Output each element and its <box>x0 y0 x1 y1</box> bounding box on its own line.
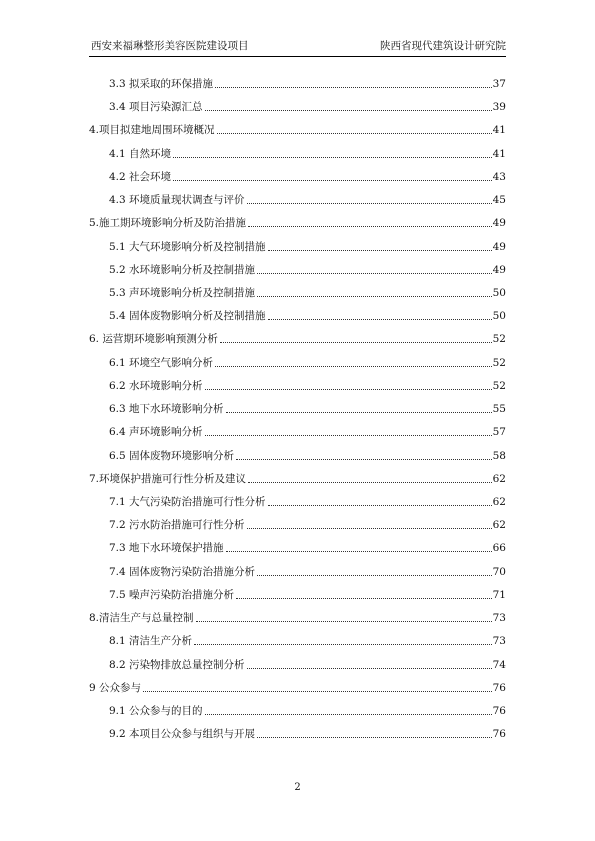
toc-entry-title: 7.5 噪声污染防治措施分析 <box>109 588 235 601</box>
toc-entry[interactable] <box>89 423 506 439</box>
toc-entry-page: 76 <box>492 681 506 694</box>
toc-entry[interactable] <box>89 702 506 718</box>
toc-entry-title: 6. 运营期环境影响预测分析 <box>89 333 218 346</box>
toc-dot-leader <box>143 691 492 692</box>
toc-entry-title: 5.1 大气环境影响分析及控制措施 <box>109 240 266 253</box>
toc-entry[interactable] <box>89 145 506 161</box>
toc-entry-title: 9.1 公众参与的目的 <box>109 704 203 717</box>
toc-entry-title: 6.1 环境空气影响分析 <box>109 356 214 369</box>
toc-entry[interactable] <box>89 354 506 370</box>
toc-dot-leader <box>248 482 492 483</box>
toc-dot-leader <box>173 157 492 158</box>
toc-entry-title: 8.清洁生产与总量控制 <box>89 612 194 625</box>
toc-entry[interactable] <box>89 493 506 509</box>
toc-dot-leader <box>268 505 492 506</box>
toc-entry[interactable] <box>89 307 506 323</box>
toc-dot-leader <box>247 528 492 529</box>
toc-entry-page: 66 <box>492 542 506 555</box>
toc-entry-title: 5.3 声环境影响分析及控制措施 <box>109 286 256 299</box>
toc-entry-page: 41 <box>492 124 506 137</box>
toc-entry-title: 7.4 固体废物污染防治措施分析 <box>109 565 256 578</box>
toc-dot-leader <box>257 575 492 576</box>
toc-entry-title: 8.1 清洁生产分析 <box>109 635 193 648</box>
toc-entry[interactable] <box>89 656 506 672</box>
toc-entry-title: 5.4 固体废物影响分析及控制措施 <box>109 310 266 323</box>
toc-entry[interactable] <box>89 632 506 648</box>
toc-dot-leader <box>236 598 492 599</box>
toc-entry-title: 3.3 拟采取的环保措施 <box>109 78 214 90</box>
page-header <box>89 38 506 57</box>
toc-entry[interactable] <box>89 168 506 184</box>
toc-entry[interactable] <box>89 121 506 137</box>
toc-dot-leader <box>247 203 492 204</box>
toc-dot-leader <box>257 273 492 274</box>
toc-entry-title: 4.项目拟建地周围环境概况 <box>89 124 215 137</box>
toc-entry-page: 52 <box>492 333 506 346</box>
toc-entry-page: 74 <box>492 658 506 671</box>
toc-entry-page: 58 <box>492 449 506 462</box>
toc-entry-page: 76 <box>492 728 506 741</box>
header-organization: 陕西省现代建筑设计研究院 <box>380 40 506 52</box>
toc-dot-leader <box>217 133 492 134</box>
toc-entry-title: 9.2 本项目公众参与组织与开展 <box>109 728 256 741</box>
toc-dot-leader <box>205 389 492 390</box>
toc-entry-title: 6.3 地下水环境影响分析 <box>109 403 224 416</box>
toc-entry-page: 76 <box>492 704 506 717</box>
toc-entry[interactable] <box>89 539 506 555</box>
toc-entry-page: 49 <box>492 263 506 276</box>
toc-entry[interactable] <box>89 75 506 91</box>
toc-entry[interactable] <box>89 330 506 346</box>
toc-dot-leader <box>236 459 492 460</box>
toc-entry-page: 57 <box>492 426 506 439</box>
toc-entry-title: 7.2 污水防治措施可行性分析 <box>109 519 245 532</box>
toc-entry[interactable] <box>89 447 506 463</box>
toc-entry-title: 5.2 水环境影响分析及控制措施 <box>109 263 256 276</box>
toc-entry[interactable] <box>89 214 506 230</box>
toc-entry[interactable] <box>89 516 506 532</box>
toc-entry-page: 62 <box>492 495 506 508</box>
toc-entry[interactable] <box>89 284 506 300</box>
toc-entry-page: 49 <box>492 240 506 253</box>
toc-entry-page: 37 <box>492 78 506 90</box>
toc-entry[interactable] <box>89 679 506 695</box>
toc-entry-page: 39 <box>492 101 506 114</box>
toc-entry-page: 41 <box>492 147 506 160</box>
header-project-title: 西安来福琳整形美容医院建设项目 <box>91 40 249 52</box>
toc-dot-leader <box>205 714 492 715</box>
toc-dot-leader <box>205 110 492 111</box>
toc-entry-title: 5.施工期环境影响分析及防治措施 <box>89 217 247 230</box>
toc-dot-leader <box>226 551 492 552</box>
toc-entry-title: 3.4 项目污染源汇总 <box>109 101 203 114</box>
toc-entry-title: 6.4 声环境影响分析 <box>109 426 203 439</box>
toc-dot-leader <box>196 621 492 622</box>
toc-entry-title: 6.5 固体废物环境影响分析 <box>109 449 235 462</box>
toc-entry-page: 52 <box>492 379 506 392</box>
toc-dot-leader <box>194 644 492 645</box>
toc-entry-title: 8.2 污染物排放总量控制分析 <box>109 658 245 671</box>
toc-entry[interactable] <box>89 377 506 393</box>
toc-entry-title: 4.2 社会环境 <box>109 170 172 183</box>
toc-entry[interactable] <box>89 470 506 486</box>
toc-entry[interactable] <box>89 238 506 254</box>
toc-entry-page: 70 <box>492 565 506 578</box>
toc-dot-leader <box>257 737 492 738</box>
toc-entry[interactable] <box>89 98 506 114</box>
toc-dot-leader <box>205 435 492 436</box>
toc-entry-page: 73 <box>492 635 506 648</box>
toc-entry-page: 49 <box>492 217 506 230</box>
toc-dot-leader <box>257 296 492 297</box>
toc-dot-leader <box>248 226 492 227</box>
toc-entry[interactable] <box>89 261 506 277</box>
toc-dot-leader <box>215 87 492 88</box>
toc-entry-page: 73 <box>492 612 506 625</box>
toc-entry[interactable] <box>89 563 506 579</box>
toc-dot-leader <box>268 250 492 251</box>
toc-entry-page: 52 <box>492 356 506 369</box>
toc-entry-title: 7.1 大气污染防治措施可行性分析 <box>109 495 266 508</box>
toc-dot-leader <box>215 366 492 367</box>
toc-entry[interactable] <box>89 725 506 741</box>
toc-entry[interactable] <box>89 191 506 207</box>
toc-entry-title: 7.环境保护措施可行性分析及建议 <box>89 472 247 485</box>
toc-dot-leader <box>220 342 492 343</box>
toc-dot-leader <box>173 180 492 181</box>
toc-entry-page: 62 <box>492 472 506 485</box>
toc-entry-title: 4.1 自然环境 <box>109 147 172 160</box>
toc-dot-leader <box>226 412 492 413</box>
toc-entry-page: 50 <box>492 310 506 323</box>
toc-entry[interactable] <box>89 400 506 416</box>
toc-entry-title: 6.2 水环境影响分析 <box>109 379 203 392</box>
toc-entry-page: 55 <box>492 403 506 416</box>
toc-entry-page: 62 <box>492 519 506 532</box>
toc-entry-title: 9 公众参与 <box>89 681 142 694</box>
page-number: 2 <box>294 782 301 793</box>
toc-entry-title: 7.3 地下水环境保护措施 <box>109 542 224 555</box>
toc-entry-page: 71 <box>492 588 506 601</box>
toc-dot-leader <box>247 668 492 669</box>
toc-entry[interactable] <box>89 586 506 602</box>
toc-entry[interactable] <box>89 609 506 625</box>
toc-dot-leader <box>268 319 492 320</box>
toc-entry-page: 43 <box>492 170 506 183</box>
toc-entry-title: 4.3 环境质量现状调查与评价 <box>109 194 245 207</box>
toc-entry-page: 45 <box>492 194 506 207</box>
toc-entry-page: 50 <box>492 286 506 299</box>
